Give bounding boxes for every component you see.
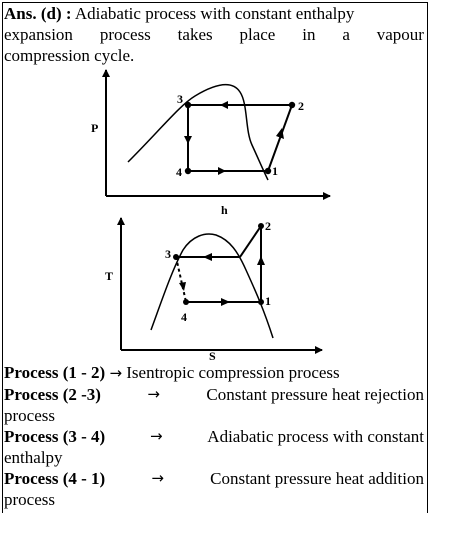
- process-2-3-desc: Constant pressure heat rejection: [206, 385, 424, 404]
- ts-x-label: S: [209, 349, 216, 363]
- intro-w2: process: [99, 25, 151, 44]
- ts-arrow-right: [221, 298, 230, 306]
- intro-line-3: compression cycle.: [4, 46, 135, 65]
- process-1-2: [4, 362, 424, 384]
- ph-point-1: [265, 168, 271, 174]
- ts-label-3: 3: [165, 247, 171, 261]
- ts-point-3: [173, 254, 179, 260]
- ts-arrow-left: [203, 253, 212, 261]
- process-2-3-cont: process: [4, 406, 55, 425]
- ts-label-2: 2: [265, 219, 271, 233]
- ph-arrow-left: [220, 101, 228, 109]
- ts-y-label: T: [105, 269, 114, 283]
- arrow-icon: →: [109, 364, 123, 382]
- ph-x-label: h: [221, 203, 228, 217]
- ph-y-label: P: [91, 121, 99, 135]
- arrow-icon: →: [147, 385, 160, 403]
- intro-w6: a: [342, 25, 350, 44]
- process-list: [4, 362, 424, 510]
- process-1-2-desc: Isentropic compression process: [126, 363, 340, 382]
- ph-arrow-right: [218, 167, 226, 175]
- ph-saturation-dome: [128, 85, 268, 180]
- ts-point-4: [183, 299, 189, 305]
- ts-arrow-down: [179, 282, 186, 291]
- ph-point-4: [185, 168, 191, 174]
- arrow-icon: →: [149, 427, 163, 445]
- ts-point-1: [258, 299, 264, 305]
- intro-w1: expansion: [4, 25, 73, 44]
- process-2-3: [4, 384, 424, 405]
- process-3-4-desc: Adiabatic process with constant: [207, 427, 424, 446]
- process-1-2-label: Process (1 - 2): [4, 363, 106, 382]
- ts-diagram: [105, 218, 322, 363]
- intro-w7: vapour: [376, 25, 424, 44]
- process-4-1-desc: Constant pressure heat addition: [210, 469, 424, 488]
- ph-point-2: [289, 102, 295, 108]
- process-2-3-label: Process (2 -3): [4, 385, 101, 404]
- answer-lead: Ans. (d) :: [4, 4, 72, 23]
- process-4-1-label: Process (4 - 1): [4, 469, 106, 488]
- process-3-4-cont: enthalpy: [4, 448, 63, 467]
- arrow-icon: →: [151, 469, 164, 487]
- intro-w3: takes: [177, 25, 213, 44]
- ts-arrow-up: [257, 256, 265, 265]
- ts-point-2: [258, 223, 264, 229]
- intro-text-1: Adiabatic process with constant enthalpy: [74, 4, 355, 23]
- ph-label-1: 1: [272, 164, 278, 178]
- intro-w4: place: [239, 25, 276, 44]
- ph-diagram: [91, 70, 330, 217]
- ts-label-4: 4: [181, 310, 187, 324]
- ts-process-2-3b: [240, 226, 261, 257]
- process-4-1-cont: process: [4, 490, 55, 509]
- process-4-1: [4, 468, 424, 489]
- ph-label-4: 4: [176, 165, 182, 179]
- ph-label-3: 3: [177, 92, 183, 106]
- process-3-4-label: Process (3 - 4): [4, 427, 106, 446]
- ph-arrow-down: [184, 136, 192, 144]
- ph-point-3: [185, 102, 191, 108]
- ts-process-3-4: [176, 257, 186, 302]
- ph-process-1-2: [268, 105, 292, 171]
- ph-label-2: 2: [298, 99, 304, 113]
- ts-label-1: 1: [265, 294, 271, 308]
- process-3-4: [4, 426, 424, 447]
- intro-w5: in: [302, 25, 316, 44]
